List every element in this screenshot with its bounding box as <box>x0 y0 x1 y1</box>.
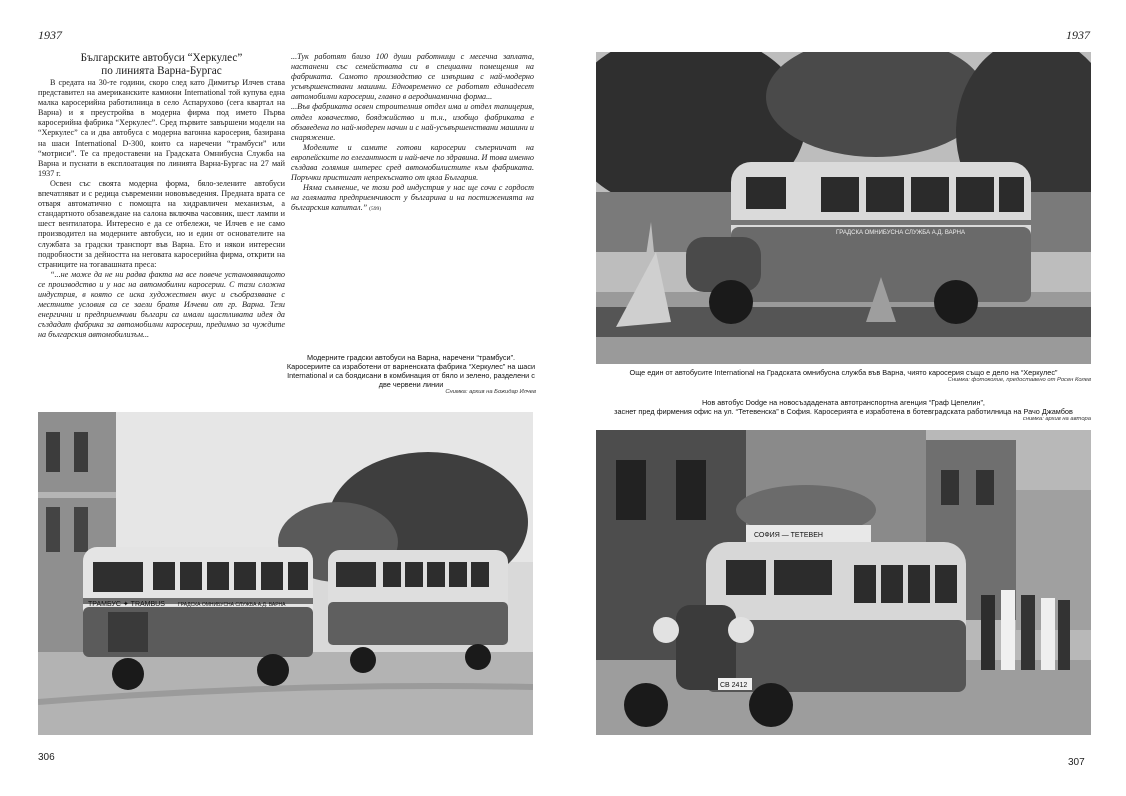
right-top-caption-credit: Снимка: фотоколие, предоставено от Росен Колев <box>947 377 1091 383</box>
right-bottom-caption <box>596 398 1091 422</box>
right-bottom-caption-line1: Нов автобус Dodge на новосъздадената автотранспортна агенция “Граф Цепелин”, <box>702 398 985 407</box>
trambus-front-sign: ТРАМБУС ✦ TRAMBUS <box>88 601 165 608</box>
article-title-line1: Българските автобуси “Херкулес” <box>80 52 243 64</box>
article-col2-quote-4-text: Няма съмнение, че този род индустрия у нас ще сочи с гордост на голямата предприемчивост у българина и на постиженията на българския капитал.” <box>291 183 534 213</box>
dodge-license-plate: СВ 2412 <box>720 682 748 689</box>
left-caption-text: Модерните градски автобуси на Варна, наречени “трамбуси”. Каросериите са изработени от варненската фабрика “Херкулес” на шаси International и са боядисани в комбинация от бяло и зелено, разделени с две червени линии <box>286 353 536 389</box>
right-bottom-caption-credit: снимка: архив на автора <box>1022 416 1091 422</box>
trambus-photo <box>38 412 533 735</box>
article-title-line2: по линията Варна-Бургас <box>101 65 222 77</box>
article-column-1 <box>38 52 285 340</box>
article-column-2 <box>291 52 534 215</box>
trambus-photo-drawing <box>38 412 533 735</box>
right-page-number: 307 <box>1068 757 1085 768</box>
right-top-caption-text: Още един от автобусите International на Градската омнибусна служба във Варна, чиято каросерия също е дело на “Херкулес” <box>629 368 1058 377</box>
article-col2-quote-1: ...Тук работят близо 100 души работници с месечна заплата, настанени със семействата си в специални помещения на фабриката. Самото производство се извършва с най-модерно усъвършенствани машини. Едновременно се работят единадесет автомобилни каросерии, главно в аеродинамична форма... <box>291 52 534 102</box>
international-bus-side-sign: ГРАДСКА ОМНИБУСНА СЛУЖБА А.Д. ВАРНА <box>836 230 965 236</box>
dodge-bus-photo-drawing <box>596 430 1091 735</box>
article-col2-quote-4 <box>291 183 534 214</box>
left-page-number: 306 <box>38 752 55 763</box>
left-page-year: 1937 <box>38 28 62 42</box>
article-col2-quote-3: Моделите и самите готови каросерии съперничат на европейските по елегантност и най-вече по здравина. И това именно създава голямия интерес сред автомобилистите към фабриката. Поръчки пристигат непрекъснато от цяла България. <box>291 142 534 183</box>
dodge-roof-sign: СОФИЯ — ТЕТЕВЕН <box>754 532 823 539</box>
left-caption-credit: Снимка: архив на Божидар Илчев <box>445 389 536 395</box>
international-bus-photo <box>596 52 1091 364</box>
article-reference: (599) <box>369 206 382 213</box>
article-paragraph-2: Освен със своята модерна форма, бяло-зелените автобуси впечатляват и с редица съвременни нововъведения. Предната врата се отваря автоматично с помощта на хидравличен механизъм, а стандартното обзавеждане на салона включва часовник, шест лампи и шест вентилатора. Интересно е да се отбележи, че Илчев е не само производител на модерните автобуси, но и един от основателите на службата за градски транспорт във Варна. Ето и някои интересни подробности за дейността на неговата каросерийна фирма, открити на страниците на тогавашната преса: <box>38 178 285 269</box>
trambus-side-sign: ГРАДСКА ОМНИБУСНА СЛУЖБА А.Д. ВАРНА <box>178 602 286 608</box>
article-title <box>38 52 285 78</box>
right-top-caption <box>596 368 1091 383</box>
dodge-bus-photo <box>596 430 1091 735</box>
article-paragraph-1: В средата на 30-те години, скоро след като Димитър Илчев става представител на американските камиони International той купува една малка каросерийна работилница в село Аспарухово (сега квартал на Варна) и я преустройва в модерна фирма под името Първа каросерийна фабрика “Херкулес”. Сред първите завършени модели на “Херкулес” са и два автобуса с модерна вагонна каросерия, базирана на шаси International D-300, които са наречени “трамбуси” или “мотриси”. Те са предоставени на Градската Омнибусна Служба на Варна и пуснати в експлоатация по линията Варна-Бургас на 27 май 1937 г. <box>38 78 285 178</box>
left-photo-caption <box>286 353 536 395</box>
right-page-year: 1937 <box>1066 28 1090 42</box>
right-bottom-caption-line2: заснет пред фирмения офис на ул. “Тетевенска” в София. Каросерията е изработена в ботевградската работилница на Рачо Джамбов <box>614 407 1073 416</box>
international-bus-photo-drawing <box>596 52 1091 364</box>
article-quote-1: “...не може да не ни радва факта на все повече установяващото се производство и у нас на автомобилни каросерии. С тази сложна индустрия, в която се иска художествен вкус и съобразяване с местните условия са се заели братя Илчеви от гр. Варна. Тези енергични и предприемчиви българи са имали щастливата идея да създадат фабрика за автомобилни каросерии, предимно за чуждите на българския автомобилизъм... <box>38 269 285 340</box>
article-col2-quote-2: ...Във фабриката освен строителния отдел има и отдел тапицерия, отдел ковачество, бояджийство и т.н., изобщо фабриката е обзаведена по най-модерен начин и с най-усъвършенствани машини и снаряжение. <box>291 102 534 142</box>
